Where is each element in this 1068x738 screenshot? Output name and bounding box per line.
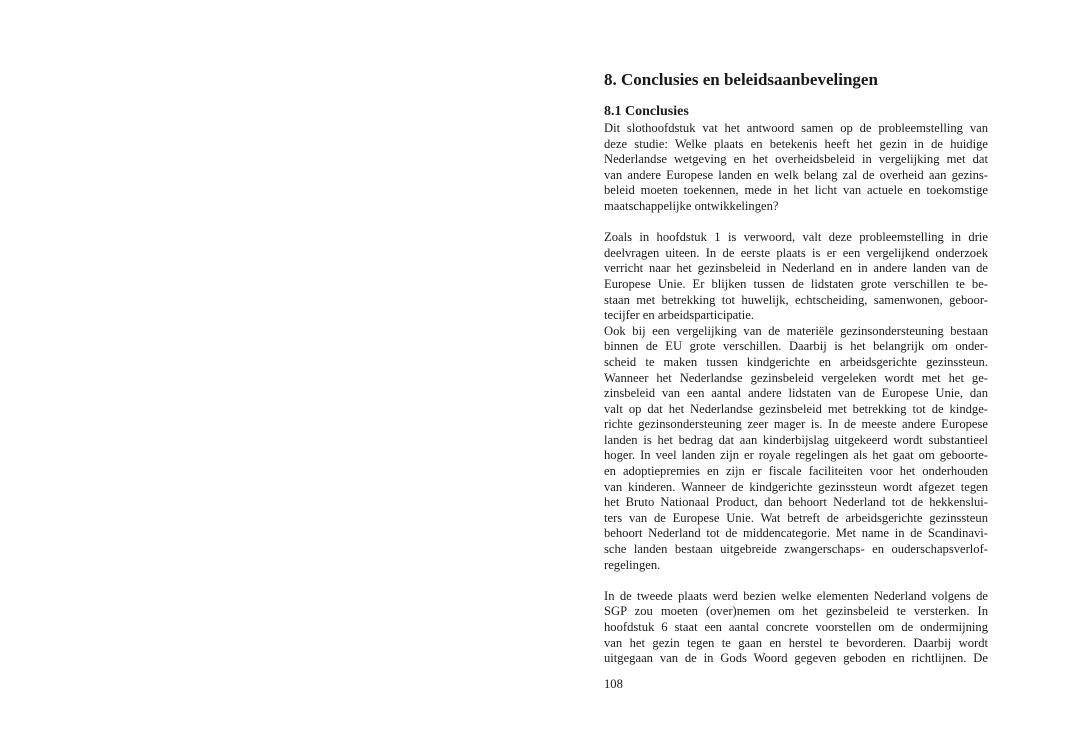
text-line: behoort Nederland tot de middencategorie. Met name in de Scandinavi- (604, 526, 988, 541)
text-line: SGP zou moeten (over)nemen om het gezinsbeleid te versterken. In (604, 604, 988, 619)
text-line: van kinderen. Wanneer de kindgerichte gezinssteun wordt afgezet tegen (604, 479, 988, 494)
text-line: maatschappelijke ontwikkelingen? (604, 198, 779, 213)
section-heading: 8.1 Conclusies (604, 104, 689, 119)
text-line: Wanneer het Nederlandse gezinsbeleid vergeleken wordt met het ge- (604, 370, 988, 385)
text-line: zinsbeleid van een aantal andere lidstaten van de Europese Unie, dan (604, 386, 988, 401)
text-line: het Bruto Nationaal Product, dan behoort Nederland tot de hekkenslui- (604, 495, 988, 510)
text-line: Nederlandse wetgeving en het overheidsbeleid in vergelijking met dat (604, 152, 988, 167)
paragraph (604, 589, 988, 667)
right-page (604, 0, 988, 738)
text-line: binnen de EU grote verschillen. Daarbij is het belangrijk om onder- (604, 339, 988, 354)
text-line: verricht naar het gezinsbeleid in Nederland en in andere landen van de (604, 261, 988, 276)
text-line: deelvragen uiteen. In de eerste plaats is er een vergelijkend onderzoek (604, 245, 988, 260)
paragraph-gap (604, 215, 988, 231)
body-text (604, 121, 988, 667)
paragraph-gap (604, 573, 988, 589)
text-line: tecijfer en arbeidsparticipatie. (604, 308, 754, 323)
text-line: hoofdstuk 6 staat een aantal concrete voorstellen om de ondermijning (604, 620, 988, 634)
text-line: scheid te maken tussen kindgerichte en arbeidsgerichte gezinssteun. (604, 354, 988, 369)
paragraph (604, 230, 988, 324)
chapter-title: 8. Conclusies en beleidsaanbevelingen (604, 70, 878, 89)
page-number: 108 (604, 677, 623, 691)
text-line: uitgegaan van de in Gods Woord gegeven geboden en richtlijnen. De (604, 651, 988, 666)
text-line: en adoptiepremies en zijn er fiscale faciliteiten voor het onderhouden (604, 464, 988, 479)
text-line: sche landen bestaan uitgebreide zwangerschaps- en ouderschapsverlof- (604, 542, 988, 557)
text-line: hoger. In veel landen zijn er royale regelingen als het gaat om geboorte- (604, 448, 988, 463)
text-line: In de tweede plaats werd bezien welke elementen Nederland volgens de (604, 588, 988, 603)
text-line: van het gezin tegen te gaan en herstel te bevorderen. Daarbij wordt (604, 635, 988, 650)
text-line: Zoals in hoofdstuk 1 is verwoord, valt deze probleemstelling in drie (604, 230, 988, 245)
text-line: Europese Unie. Er blijken tussen de lidstaten grote verschillen te be- (604, 276, 988, 291)
text-line: richte gezinsondersteuning zeer mager is. In de meeste andere Europese (604, 417, 988, 432)
paragraph (604, 121, 988, 215)
text-line: valt op dat het Nederlandse gezinsbeleid met betrekking tot de kindge- (604, 401, 988, 416)
text-line: beleid moeten toekennen, mede in het licht van actuele en toekomstige (604, 183, 988, 198)
text-line: regelingen. (604, 557, 661, 572)
text-line: van andere Europese landen en welk belang zal de overheid aan gezins- (604, 167, 988, 182)
text-line: Ook bij een vergelijking van de materiële gezinsondersteuning bestaan (604, 323, 988, 338)
paragraph (604, 324, 988, 574)
text-line: Dit slothoofdstuk vat het antwoord samen op de probleemstelling van (604, 121, 988, 135)
text-line: deze studie: Welke plaats en betekenis heeft het gezin in de huidige (604, 136, 988, 151)
text-line: ters van de Europese Unie. Wat betreft de arbeidsgerichte gezinssteun (604, 510, 988, 525)
text-line: staan met betrekking tot huwelijk, echtscheiding, samenwonen, geboor- (604, 292, 988, 307)
text-line: landen is het bedrag dat aan kinderbijslag uitgekeerd wordt substantieel (604, 432, 988, 447)
